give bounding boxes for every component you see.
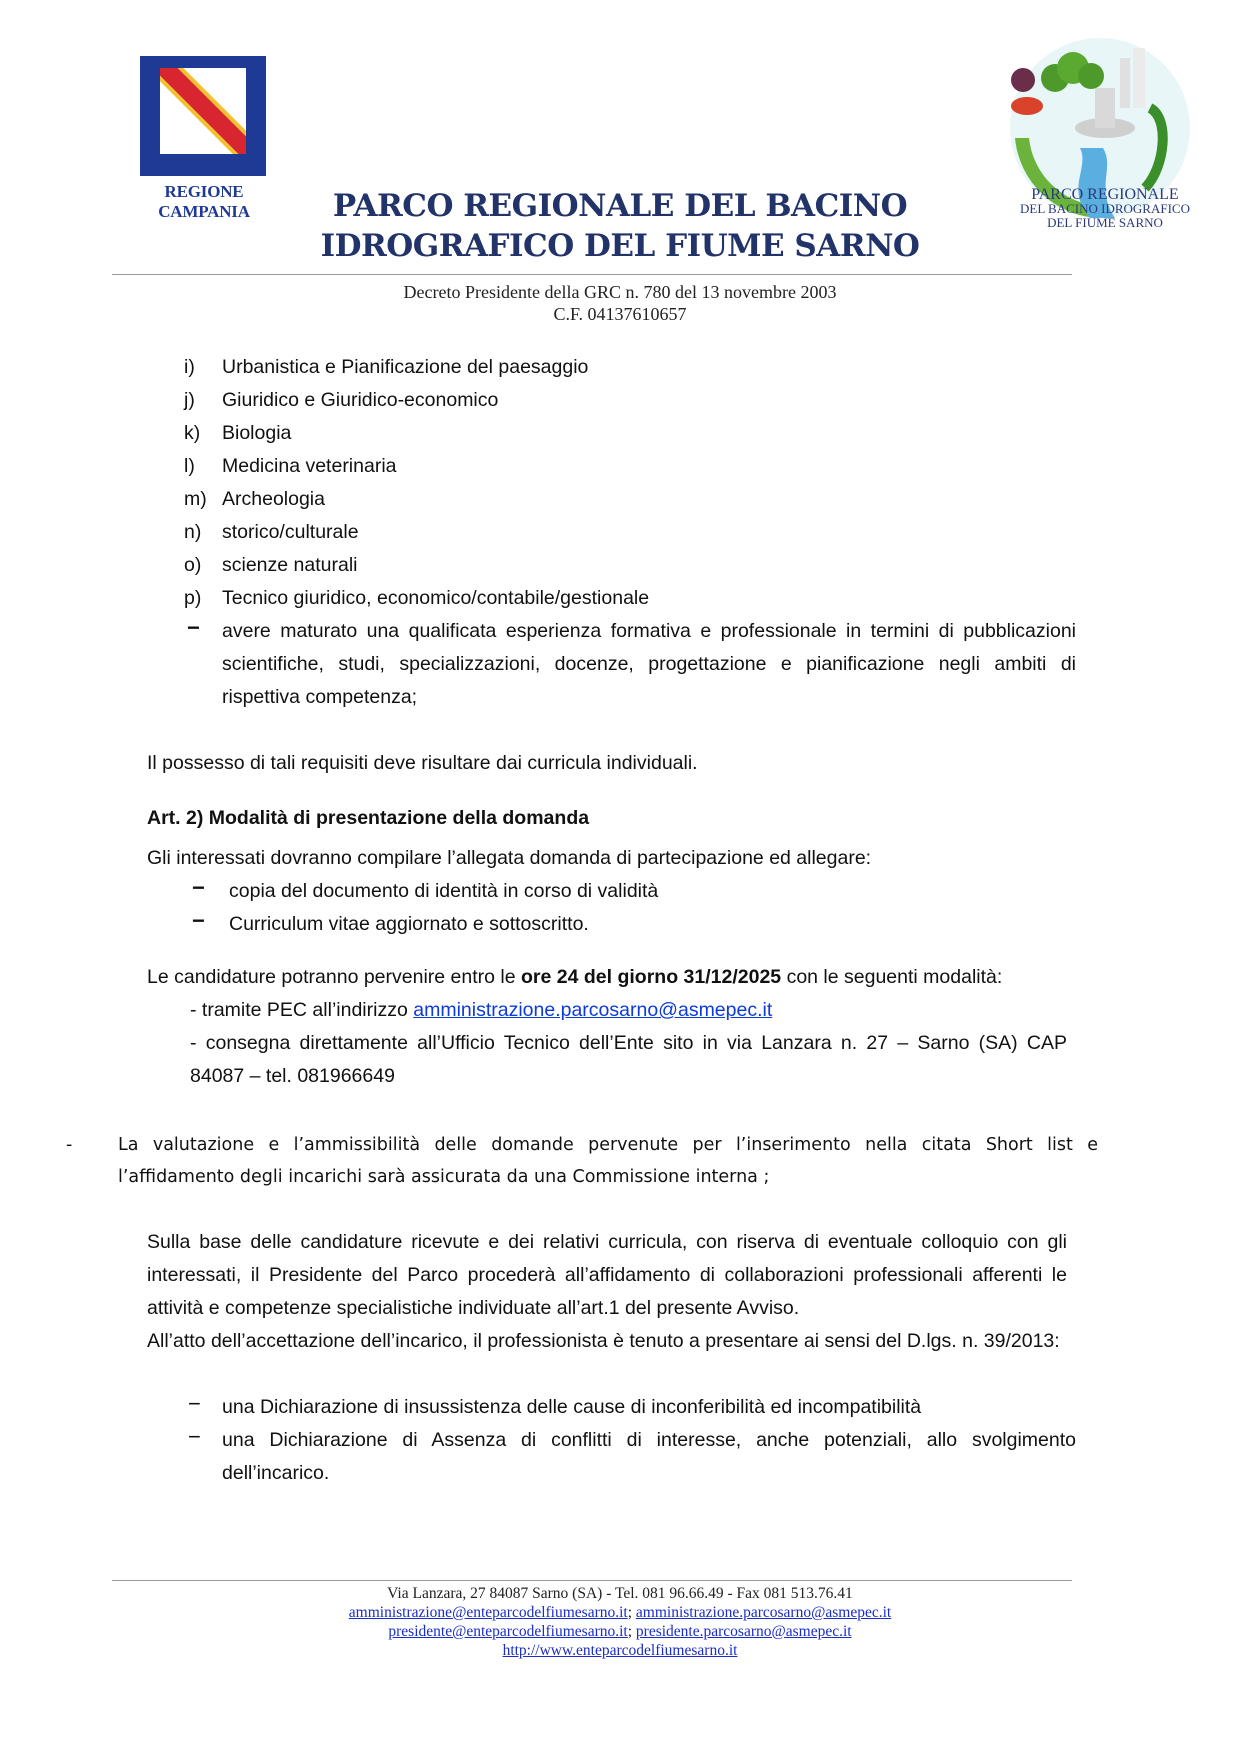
list-text: Tecnico giuridico, economico/contabile/gestionale	[222, 587, 650, 609]
footer-separator: ;	[627, 1604, 636, 1621]
page-title	[300, 186, 940, 266]
list-text: Medicina veterinaria	[222, 455, 397, 477]
decreto-text: Decreto Presidente della GRC n. 780 del 13 novembre 2003	[403, 282, 837, 302]
sulla-base-paragraph: Sulla base delle candidature ricevute e dei relativi curricula, con riserva di eventuale colloquio con gli interessati, il Presidente del Parco procederà all’affidamento di collaborazioni professionali afferenti le attività e competenze specialistiche individuate all’art.1 del presente Avviso.	[147, 1231, 1067, 1319]
region-shield-icon	[140, 56, 266, 176]
valutazione-dash: -	[66, 1135, 73, 1155]
list-label: n)	[184, 521, 202, 543]
art2-item: Curriculum vitae aggiornato e sottoscritto.	[229, 913, 589, 935]
list-text: scienze naturali	[222, 554, 358, 576]
consegna-text: - consegna direttamente all’Ufficio Tecnico dell’Ente sito in via Lanzara n. 27 – Sarno (SA) CAP 84087 – tel. 081966649	[190, 1032, 1067, 1087]
footer-email-link[interactable]: presidente.parcosarno@asmepec.it	[635, 1623, 852, 1640]
possesso-text: Il possesso di tali requisiti deve risultare dai curricula individuali.	[147, 752, 698, 774]
dichiarazione-item: una Dichiarazione di insussistenza delle cause di inconferibilità ed incompatibilità	[222, 1396, 922, 1418]
dash-bullet-icon: −	[192, 908, 205, 933]
deadline-suffix: con le seguenti modalità:	[781, 966, 1003, 988]
park-logo	[995, 28, 1195, 254]
footer-email-link[interactable]: amministrazione@enteparcodelfiumesarno.it	[348, 1604, 628, 1621]
art2-heading: Art. 2) Modalità di presentazione della domanda	[147, 807, 590, 829]
list-text: Urbanistica e Pianificazione del paesaggio	[222, 356, 589, 378]
list-label: i)	[184, 356, 195, 378]
park-logo-text-3: DEL FIUME SARNO	[1047, 215, 1163, 230]
list-label: o)	[184, 554, 202, 576]
region-name: REGIONE CAMPANIA	[158, 182, 250, 221]
list-text: Archeologia	[222, 488, 325, 510]
footer-separator: ;	[627, 1623, 636, 1640]
pec-prefix: - tramite PEC all’indirizzo	[190, 999, 414, 1021]
footer-address: Via Lanzara, 27 84087 Sarno (SA) - Tel. 081 96.66.49 - Fax 081 513.76.41	[387, 1585, 853, 1602]
art2-item: copia del documento di identità in corso di validità	[229, 880, 659, 902]
footer-website-link[interactable]: http://www.enteparcodelfiumesarno.it	[502, 1642, 738, 1659]
codice-fiscale: C.F. 04137610657	[553, 304, 687, 324]
dash-bullet-icon: −	[192, 875, 205, 900]
dichiarazione-item: una Dichiarazione di Assenza di conflitti di interesse, anche potenziali, allo svolgimento dell’incarico.	[222, 1429, 1076, 1484]
dash-bullet-icon: −	[188, 1391, 201, 1416]
valutazione-text: La valutazione e l’ammissibilità delle domande pervenute per l’inserimento nella citata Short list e l’affidamento degli incarichi sarà assicurata da una Commissione interna ;	[118, 1135, 1098, 1187]
park-logo-text-2: DEL BACINO IDROGRAFICO	[1020, 201, 1190, 216]
requirement-paragraph: avere maturato una qualificata esperienza formativa e professionale in termini di pubblicazioni scientifiche, studi, specializzazioni, docenze, progettazione e pianificazione negli ambiti di rispettiva competenza;	[222, 620, 1076, 708]
pec-line	[190, 994, 772, 1027]
header-divider	[112, 274, 1072, 275]
decreto-block	[300, 281, 940, 325]
dash-bullet-icon: −	[188, 1424, 201, 1449]
list-text: storico/culturale	[222, 521, 359, 543]
pec-email-link[interactable]: amministrazione.parcosarno@asmepec.it	[413, 999, 773, 1021]
footer-email-link[interactable]: presidente@enteparcodelfiumesarno.it	[388, 1623, 628, 1640]
list-label: k)	[184, 422, 201, 444]
list-label: m)	[184, 488, 207, 510]
deadline-prefix: Le candidature potranno pervenire entro le	[147, 966, 522, 988]
list-text: Giuridico e Giuridico-economico	[222, 389, 499, 411]
park-logo-text-1: PARCO REGIONALE	[1031, 186, 1179, 203]
list-label: p)	[184, 587, 202, 609]
regione-campania-logo	[118, 56, 274, 221]
footer	[240, 1584, 1000, 1660]
deadline-date: ore 24 del giorno 31/12/2025	[521, 966, 782, 988]
art2-intro: Gli interessati dovranno compilare l’allegata domanda di partecipazione ed allegare:	[147, 847, 872, 869]
dash-bullet-icon: −	[187, 615, 200, 640]
title-line-2: IDROGRAFICO DEL FIUME SARNO	[320, 228, 920, 264]
deadline-paragraph	[147, 961, 1097, 994]
list-label: l)	[184, 455, 195, 477]
list-text: Biologia	[222, 422, 292, 444]
footer-divider	[112, 1580, 1072, 1581]
list-label: j)	[184, 389, 195, 411]
footer-email-link[interactable]: amministrazione.parcosarno@asmepec.it	[635, 1604, 892, 1621]
accettazione-paragraph: All’atto dell’accettazione dell’incarico, il professionista è tenuto a presentare ai sensi del D.lgs. n. 39/2013:	[147, 1330, 1060, 1352]
title-line-1: PARCO REGIONALE DEL BACINO	[332, 188, 908, 224]
